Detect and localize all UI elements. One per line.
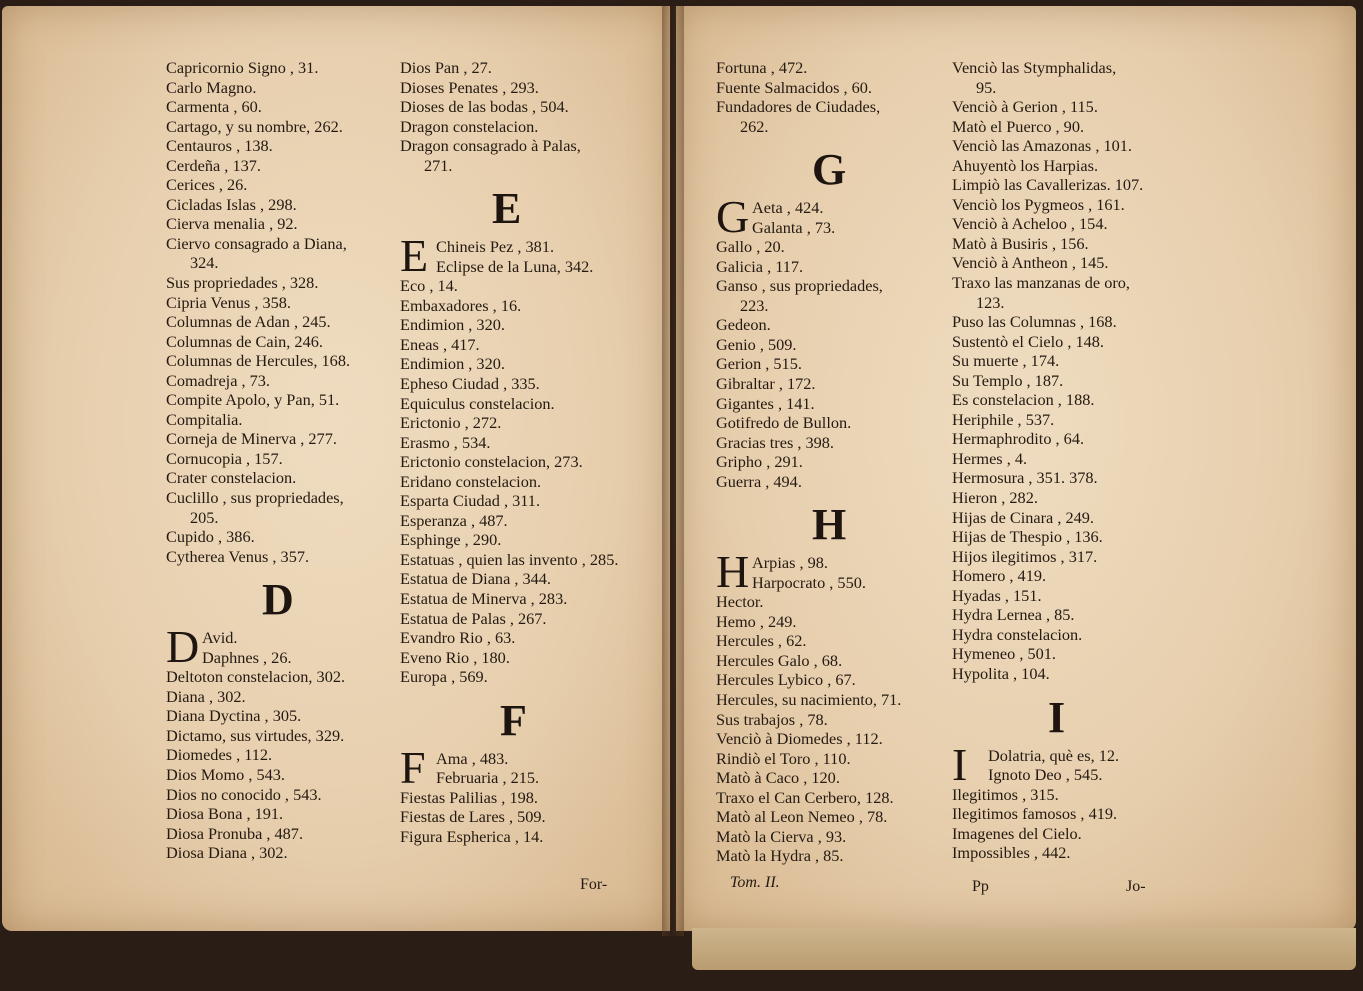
index-entry: Venciò à Acheloo , 154. — [952, 214, 1108, 234]
index-entry: Hydra Lernea , 85. — [952, 605, 1075, 625]
index-entry: Eco , 14. — [400, 276, 458, 296]
index-entry: Cicladas Islas , 298. — [166, 194, 297, 214]
index-entry: Diosa Bona , 191. — [166, 804, 284, 824]
index-entry: Endimion , 320. — [400, 354, 505, 374]
index-entry: Europa , 569. — [400, 667, 488, 687]
index-entry: Cierva menalia , 92. — [166, 214, 298, 234]
index-entry: Sus propriedades , 328. — [166, 273, 319, 293]
index-entry: Aeta , 424. — [752, 198, 824, 218]
index-entry: Es constelacion , 188. — [952, 390, 1095, 410]
index-entry: Hercules Galo , 68. — [716, 650, 843, 670]
entries-h — [716, 592, 941, 866]
index-entry: Diomedes , 112. — [166, 745, 273, 765]
index-entry: Gotifredo de Bullon. — [716, 413, 852, 433]
index-entry: Dragon consagrado à Palas, — [400, 136, 581, 156]
index-entry: Februaria , 215. — [436, 768, 540, 788]
index-entry: Ahuyentò los Harpias. — [952, 155, 1099, 175]
index-entry: Erictonio constelacion, 273. — [400, 452, 583, 472]
index-entry: Embaxadores , 16. — [400, 295, 522, 315]
entries-f-cont — [716, 58, 941, 136]
index-entry: Esparta Ciudad , 311. — [400, 491, 541, 511]
index-entry: Dios Momo , 543. — [166, 764, 285, 784]
index-entry: Venciò à Diomedes , 112. — [716, 729, 883, 749]
index-entry: Cipria Venus , 358. — [166, 292, 291, 312]
drop-cap-entry-f — [400, 741, 625, 793]
page-edge — [692, 928, 1356, 970]
index-entry: Traxo las manzanas de oro, — [952, 273, 1130, 293]
index-entry: Su muerte , 174. — [952, 351, 1060, 371]
index-entry: Fundadores de Ciudades, — [716, 97, 881, 117]
index-entry: Hercules , 62. — [716, 631, 807, 651]
section-letter-h: H — [812, 500, 847, 550]
index-entry: Evandro Rio , 63. — [400, 628, 516, 648]
index-column-4 — [952, 58, 1180, 863]
index-entry: Cerdeña , 137. — [166, 155, 261, 175]
entries-f — [400, 788, 625, 847]
index-entry: 223. — [740, 295, 769, 315]
index-entry: Hercules, su nacimiento, 71. — [716, 690, 902, 710]
section-letter-d: D — [262, 575, 294, 625]
drop-cap: E — [400, 230, 429, 282]
index-entry: Gigantes , 141. — [716, 393, 815, 413]
index-entry: Hercules Lybico , 67. — [716, 670, 856, 690]
index-entry: 271. — [424, 155, 453, 175]
index-entry: Su Templo , 187. — [952, 370, 1064, 390]
drop-cap: D — [166, 621, 200, 673]
entries-g — [716, 237, 941, 491]
index-entry: Carlo Magno. — [166, 77, 257, 97]
index-entry: Venciò à Gerion , 115. — [952, 97, 1098, 117]
index-entry: Matò à Busiris , 156. — [952, 233, 1089, 253]
index-entry: Impossibles , 442. — [952, 843, 1071, 863]
index-entry: Dragon constelacion. — [400, 116, 539, 136]
book-gutter — [662, 6, 684, 936]
index-entry: Eclipse de la Luna, 342. — [436, 256, 594, 276]
index-entry: Erictonio , 272. — [400, 413, 502, 433]
signature-mark: Pp — [972, 878, 989, 895]
index-entry: Estatua de Diana , 344. — [400, 569, 552, 589]
index-entry: Columnas de Cain, 246. — [166, 331, 323, 351]
index-column-2 — [400, 58, 625, 846]
drop-cap-entry-h — [716, 546, 941, 598]
index-entry: Hermes , 4. — [952, 448, 1028, 468]
section-letter-i: I — [1048, 692, 1066, 742]
index-entry: Hypolita , 104. — [952, 663, 1050, 683]
index-entry: Diosa Diana , 302. — [166, 843, 288, 863]
index-entry: Guerra , 494. — [716, 471, 802, 491]
index-entry: Diana , 302. — [166, 686, 246, 706]
index-entry: Chineis Pez , 381. — [436, 237, 555, 257]
drop-cap: F — [400, 741, 426, 793]
entries-c — [166, 58, 386, 566]
index-entry: Matò la Cierva , 93. — [716, 826, 847, 846]
index-entry: Daphnes , 26. — [202, 647, 292, 667]
index-entry: Sustentò el Cielo , 148. — [952, 331, 1104, 351]
entries-h-cont — [952, 58, 1180, 684]
index-entry: Dios no conocido , 543. — [166, 784, 322, 804]
index-entry: Dioses Penates , 293. — [400, 77, 539, 97]
entries-d — [166, 667, 386, 862]
index-entry: Sus trabajos , 78. — [716, 709, 828, 729]
entries-i — [952, 785, 1180, 863]
index-entry: Equiculus constelacion. — [400, 393, 555, 413]
index-entry: 205. — [190, 507, 219, 527]
index-entry: Ilegitimos , 315. — [952, 784, 1059, 804]
index-entry: Hector. — [716, 592, 764, 612]
index-entry: Carmenta , 60. — [166, 97, 262, 117]
section-letter-g: G — [812, 145, 847, 195]
index-entry: Figura Espherica , 14. — [400, 826, 544, 846]
index-entry: Hijas de Cinara , 249. — [952, 507, 1094, 527]
index-entry: Homero , 419. — [952, 566, 1047, 586]
index-entry: Eneas , 417. — [400, 334, 480, 354]
index-entry: Ilegitimos famosos , 419. — [952, 804, 1118, 824]
index-entry: Corneja de Minerva , 277. — [166, 429, 337, 449]
index-entry: Gedeon. — [716, 315, 771, 335]
drop-cap-entry-i — [952, 738, 1180, 790]
index-entry: Gallo , 20. — [716, 237, 785, 257]
index-entry: Limpiò las Cavallerizas. 107. — [952, 175, 1144, 195]
index-entry: Gibraltar , 172. — [716, 374, 816, 394]
index-entry: Ciervo consagrado a Diana, — [166, 233, 347, 253]
index-column-1 — [166, 58, 386, 863]
index-entry: Eveno Rio , 180. — [400, 647, 510, 667]
drop-cap: I — [952, 738, 968, 790]
index-entry: Traxo el Can Cerbero, 128. — [716, 787, 894, 807]
index-entry: 324. — [190, 253, 219, 273]
index-entry: Columnas de Adan , 245. — [166, 312, 331, 332]
index-entry: Estatuas , quien las invento , 285. — [400, 549, 619, 569]
index-entry: Endimion , 320. — [400, 315, 505, 335]
index-entry: Estatua de Minerva , 283. — [400, 589, 568, 609]
index-entry: Harpocrato , 550. — [752, 572, 866, 592]
index-entry: Comadreja , 73. — [166, 370, 270, 390]
index-entry: Venciò las Stymphalidas, — [952, 58, 1117, 77]
index-entry: Cuclillo , sus propriedades, — [166, 488, 344, 508]
index-entry: Crater constelacion. — [166, 468, 297, 488]
index-entry: Matò el Puerco , 90. — [952, 116, 1085, 136]
index-entry: Hermosura , 351. 378. — [952, 468, 1098, 488]
index-entry: Hijas de Thespio , 136. — [952, 527, 1103, 547]
index-entry: Genio , 509. — [716, 334, 797, 354]
index-entry: 123. — [976, 292, 1005, 312]
index-entry: Compitalia. — [166, 409, 243, 429]
index-entry: 95. — [976, 77, 997, 97]
index-entry: Cerices , 26. — [166, 175, 248, 195]
index-entry: Hyadas , 151. — [952, 585, 1042, 605]
section-letter-e: E — [492, 184, 522, 234]
index-entry: Ganso , sus propriedades, — [716, 276, 883, 296]
index-entry: Dictamo, sus virtudes, 329. — [166, 725, 345, 745]
index-entry: Columnas de Hercules, 168. — [166, 351, 351, 371]
entries-e — [400, 276, 625, 686]
index-entry: Dios Pan , 27. — [400, 58, 492, 77]
drop-cap-entry-g — [716, 191, 941, 243]
index-entry: Hijos ilegitimos , 317. — [952, 546, 1098, 566]
index-entry: Galanta , 73. — [752, 217, 836, 237]
index-entry: Deltoton constelacion, 302. — [166, 667, 346, 687]
index-entry: Cupido , 386. — [166, 527, 255, 547]
index-entry: Gracias tres , 398. — [716, 432, 834, 452]
index-entry: Epheso Ciudad , 335. — [400, 374, 540, 394]
index-entry: Heriphile , 537. — [952, 409, 1055, 429]
index-entry: Hydra constelacion. — [952, 624, 1083, 644]
index-entry: Ignoto Deo , 545. — [988, 765, 1103, 784]
index-entry: Matò à Caco , 120. — [716, 768, 840, 788]
index-entry: Hemo , 249. — [716, 611, 797, 631]
index-entry: Fuente Salmacidos , 60. — [716, 77, 873, 97]
index-entry: Imagenes del Cielo. — [952, 823, 1082, 843]
drop-cap-entry-d — [166, 621, 386, 673]
index-entry: Esphinge , 290. — [400, 530, 502, 550]
index-entry: Centauros , 138. — [166, 136, 273, 156]
index-entry: Diana Dyctina , 305. — [166, 706, 302, 726]
entries-d-cont — [400, 58, 625, 175]
index-entry: Cornucopia , 157. — [166, 448, 283, 468]
index-entry: Venciò los Pygmeos , 161. — [952, 194, 1125, 214]
index-entry: Estatua de Palas , 267. — [400, 608, 547, 628]
index-column-3 — [716, 58, 941, 866]
catchword-left: For- — [580, 876, 608, 893]
index-entry: Arpias , 98. — [752, 553, 828, 573]
index-entry: Gripho , 291. — [716, 452, 803, 472]
index-entry: Esperanza , 487. — [400, 510, 508, 530]
drop-cap: G — [716, 191, 750, 243]
index-entry: Gerion , 515. — [716, 354, 802, 374]
index-entry: Puso las Columnas , 168. — [952, 312, 1117, 332]
index-entry: Cytherea Venus , 357. — [166, 546, 310, 566]
index-entry: 262. — [740, 116, 769, 136]
index-entry: Eridano constelacion. — [400, 471, 542, 491]
index-entry: Fortuna , 472. — [716, 58, 808, 77]
index-entry: Fiestas Palilias , 198. — [400, 787, 538, 807]
drop-cap-entry-e — [400, 230, 625, 282]
index-entry: Diosa Pronuba , 487. — [166, 823, 304, 843]
index-entry: Matò al Leon Nemeo , 78. — [716, 807, 888, 827]
index-entry: Galicia , 117. — [716, 256, 804, 276]
index-entry: Fiestas de Lares , 509. — [400, 807, 546, 827]
index-entry: Dioses de las bodas , 504. — [400, 97, 569, 117]
index-entry: Dolatria, què es, 12. — [988, 745, 1120, 765]
index-entry: Hieron , 282. — [952, 488, 1038, 508]
index-entry: Compite Apolo, y Pan, 51. — [166, 390, 340, 410]
index-entry: Avid. — [202, 628, 238, 648]
index-entry: Matò la Hydra , 85. — [716, 846, 844, 866]
catchword-right: Jo- — [1126, 878, 1146, 895]
index-entry: Ama , 483. — [436, 748, 509, 768]
index-entry: Hermaphrodito , 64. — [952, 429, 1085, 449]
volume-footer: Tom. II. — [730, 874, 780, 891]
index-entry: Venciò las Amazonas , 101. — [952, 136, 1132, 156]
index-entry: Erasmo , 534. — [400, 432, 491, 452]
index-entry: Hymeneo , 501. — [952, 644, 1056, 664]
section-letter-f: F — [500, 695, 527, 745]
index-entry: Capricornio Signo , 31. — [166, 58, 319, 77]
drop-cap: H — [716, 546, 750, 598]
index-entry: Rindiò el Toro , 110. — [716, 748, 851, 768]
index-entry: Cartago, y su nombre, 262. — [166, 116, 343, 136]
index-entry: Venciò à Antheon , 145. — [952, 253, 1109, 273]
